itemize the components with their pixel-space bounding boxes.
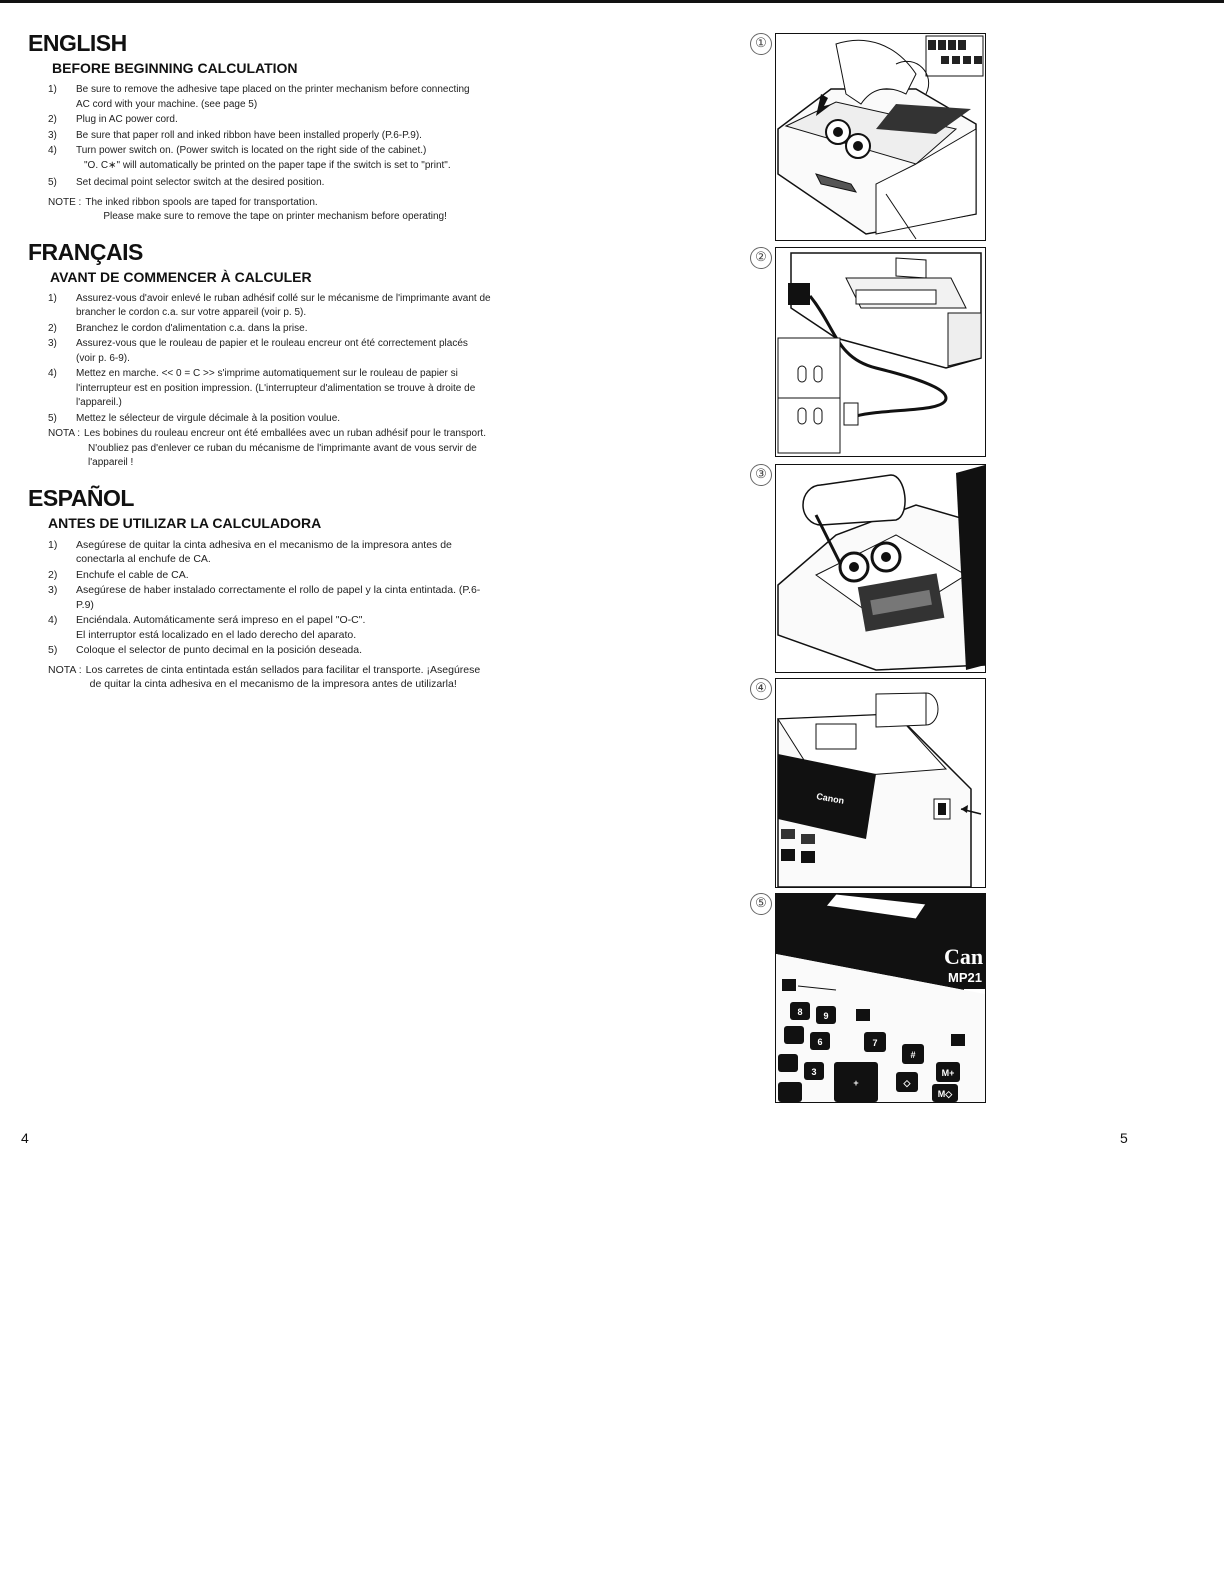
brand-text: Can (944, 944, 984, 969)
figure-1-number: ① (750, 33, 772, 55)
step-text (72, 538, 566, 567)
step-number: 3) (48, 338, 57, 349)
francais-step (26, 292, 566, 321)
instructions-column (26, 30, 566, 706)
step-number: 5) (48, 177, 57, 188)
step-line: "O. C∗" will automatically be printed on the paper tape if the switch is set to "print". (84, 159, 451, 171)
step-line: Turn power switch on. (Power switch is located on the right side of the cabinet.) (76, 145, 427, 156)
step-text (72, 643, 566, 658)
note-line: Les bobines du rouleau encreur ont été emballées avec un ruban adhésif pour le transport. (84, 428, 486, 439)
espanol-step (26, 613, 566, 642)
francais-heading: FRANÇAIS (28, 238, 143, 265)
step-line: Set decimal point selector switch at the desired position. (76, 177, 325, 188)
step-number: 2) (48, 114, 57, 125)
page-number-left: 4 (21, 1130, 29, 1146)
step-number: 5) (48, 412, 57, 424)
step-text (72, 322, 566, 337)
step-line: Mettez en marche. << 0 = C >> s'imprime automatiquement sur le rouleau de papier si (76, 368, 458, 379)
figure-2-number: ② (750, 247, 772, 269)
espanol-step (26, 643, 566, 658)
key-hash: # (910, 1050, 916, 1060)
francais-step (26, 322, 566, 337)
step-number: 4) (48, 145, 57, 156)
espanol-subheading: ANTES DE UTILIZAR LA CALCULADORA (48, 514, 322, 531)
key-m-plus: M+ (941, 1068, 955, 1078)
step-line: AC cord with your machine. (see page 5) (76, 98, 258, 110)
model-text: MP21 (948, 970, 982, 985)
figure-1-illustration (776, 34, 985, 240)
figure-4-illustration (776, 679, 985, 887)
note-line: Los carretes de cinta entintada están sellados para facilitar el transporte. ¡Asegúrese (85, 663, 481, 676)
figure-2-illustration (776, 248, 985, 456)
note-text (81, 196, 566, 225)
note-line: l'appareil ! (88, 457, 134, 468)
step-line: Assurez-vous d'avoir enlevé le ruban adhésif collé sur le mécanisme de l'imprimante avant de (76, 292, 491, 304)
figure-5-number: ⑤ (750, 893, 772, 915)
note-label: NOTE : (48, 196, 82, 208)
key-6: 6 (817, 1037, 823, 1047)
step-line: Asegúrese de quitar la cinta adhesiva en el mecanismo de la impresora antes de (76, 538, 452, 551)
step-text (72, 613, 566, 642)
espanol-heading: ESPAÑOL (28, 484, 134, 511)
note-text (80, 427, 566, 471)
note-line: Please make sure to remove the tape on printer mechanism before operating! (103, 211, 447, 222)
top-rule (0, 0, 1224, 3)
english-subheading: BEFORE BEGINNING CALCULATION (52, 60, 298, 76)
step-line: l'appareil.) (76, 397, 122, 408)
step-line: Plug in AC power cord. (76, 114, 178, 125)
step-text (72, 83, 566, 112)
page-number-right: 5 (1120, 1130, 1128, 1146)
step-line: Enciéndala. Automáticamente será impreso en el papel "O-C". (76, 614, 366, 626)
step-text (72, 113, 566, 128)
step-line: Branchez le cordon d'alimentation c.a. dans la prise. (76, 322, 308, 334)
english-step (26, 83, 566, 112)
step-number: 3) (48, 129, 57, 141)
key-m-diamond: M◇ (937, 1089, 953, 1099)
step-line: Be sure that paper roll and inked ribbon have been installed properly (P.6-P.9). (76, 129, 422, 141)
step-line: Enchufe el cable de CA. (76, 568, 189, 581)
key-3: 3 (811, 1067, 817, 1077)
step-line: Coloque el selector de punto decimal en la posición deseada. (76, 644, 363, 656)
espanol-steps (26, 538, 566, 658)
espanol-note (26, 663, 566, 692)
section-francais (26, 239, 566, 471)
step-line: Asegúrese de haber instalado correctamente el rollo de papel y la cinta entintada. (P.6- (76, 584, 481, 596)
step-number: 1) (48, 538, 58, 551)
espanol-step (26, 583, 566, 612)
note-line: N'oubliez pas d'enlever ce ruban du mécanisme de l'imprimante avant de vous servir de (88, 442, 477, 454)
english-steps (26, 83, 566, 191)
step-text (72, 144, 566, 173)
english-step (26, 144, 566, 173)
step-text (72, 568, 566, 583)
english-step (26, 113, 566, 128)
step-line: Mettez le sélecteur de virgule décimale à la position voulue. (76, 412, 341, 424)
brand-mark: Canon (815, 791, 845, 806)
step-number: 1) (48, 292, 57, 304)
francais-subheading: AVANT DE COMMENCER À CALCULER (50, 268, 312, 285)
section-english (26, 30, 566, 225)
note-label: NOTA : (48, 428, 81, 439)
english-step (26, 176, 566, 191)
figure-4-power-switch (775, 678, 986, 888)
francais-step (26, 367, 566, 411)
francais-step (26, 337, 566, 366)
step-line: P.9) (76, 598, 94, 611)
figure-5-illustration (776, 894, 985, 1102)
key-7: 7 (872, 1038, 878, 1048)
key-8: 8 (797, 1007, 803, 1017)
step-number: 4) (48, 368, 57, 379)
step-line: brancher le cordon c.a. sur votre appareil (voir p. 5). (76, 307, 307, 318)
note-label: NOTA : (48, 663, 82, 676)
step-line: (voir p. 6-9). (76, 352, 130, 364)
key-diamond: ◇ (903, 1078, 911, 1088)
step-text (72, 412, 566, 427)
figure-5-decimal-selector (775, 893, 986, 1103)
step-text (72, 176, 566, 191)
step-line: Be sure to remove the adhesive tape placed on the printer mechanism before connecting (76, 84, 470, 95)
espanol-step (26, 538, 566, 567)
figure-3-paper-and-ribbon (775, 464, 986, 673)
english-step (26, 129, 566, 144)
step-number: 2) (48, 322, 57, 334)
figure-1-remove-tape (775, 33, 986, 241)
step-number: 1) (48, 84, 57, 95)
espanol-step (26, 568, 566, 583)
francais-step (26, 412, 566, 427)
figure-4-number: ④ (750, 678, 772, 700)
step-line: El interruptor está localizado en el lado derecho del aparato. (76, 628, 357, 641)
figure-2-plug-power-cord (775, 247, 986, 457)
step-number: 4) (48, 614, 58, 626)
step-number: 3) (48, 584, 58, 596)
francais-steps (26, 292, 566, 427)
english-note (26, 196, 566, 225)
note-line: The inked ribbon spools are taped for transportation. (85, 196, 318, 208)
step-line: conectarla al enchufe de CA. (76, 553, 211, 565)
step-text (72, 337, 566, 366)
step-text (72, 292, 566, 321)
note-line: de quitar la cinta adhesiva en el mecanismo de la impresora antes de utilizarla! (89, 678, 457, 690)
step-number: 5) (48, 644, 58, 656)
figure-3-number: ③ (750, 464, 772, 486)
francais-note (26, 427, 566, 471)
english-heading: ENGLISH (28, 30, 127, 56)
step-line: Assurez-vous que le rouleau de papier et le rouleau encreur ont été correctement placés (76, 338, 468, 349)
step-text (72, 583, 566, 612)
key-9: 9 (823, 1011, 829, 1021)
step-text (72, 367, 566, 411)
step-line: l'interrupteur est en position impression. (L'interrupteur d'alimentation se trouve à droite de (76, 382, 476, 394)
step-text (72, 129, 566, 144)
step-number: 2) (48, 568, 58, 581)
figure-3-illustration (776, 465, 985, 672)
section-espanol (26, 485, 566, 692)
key-plus: + (853, 1078, 859, 1088)
note-text (82, 663, 566, 692)
